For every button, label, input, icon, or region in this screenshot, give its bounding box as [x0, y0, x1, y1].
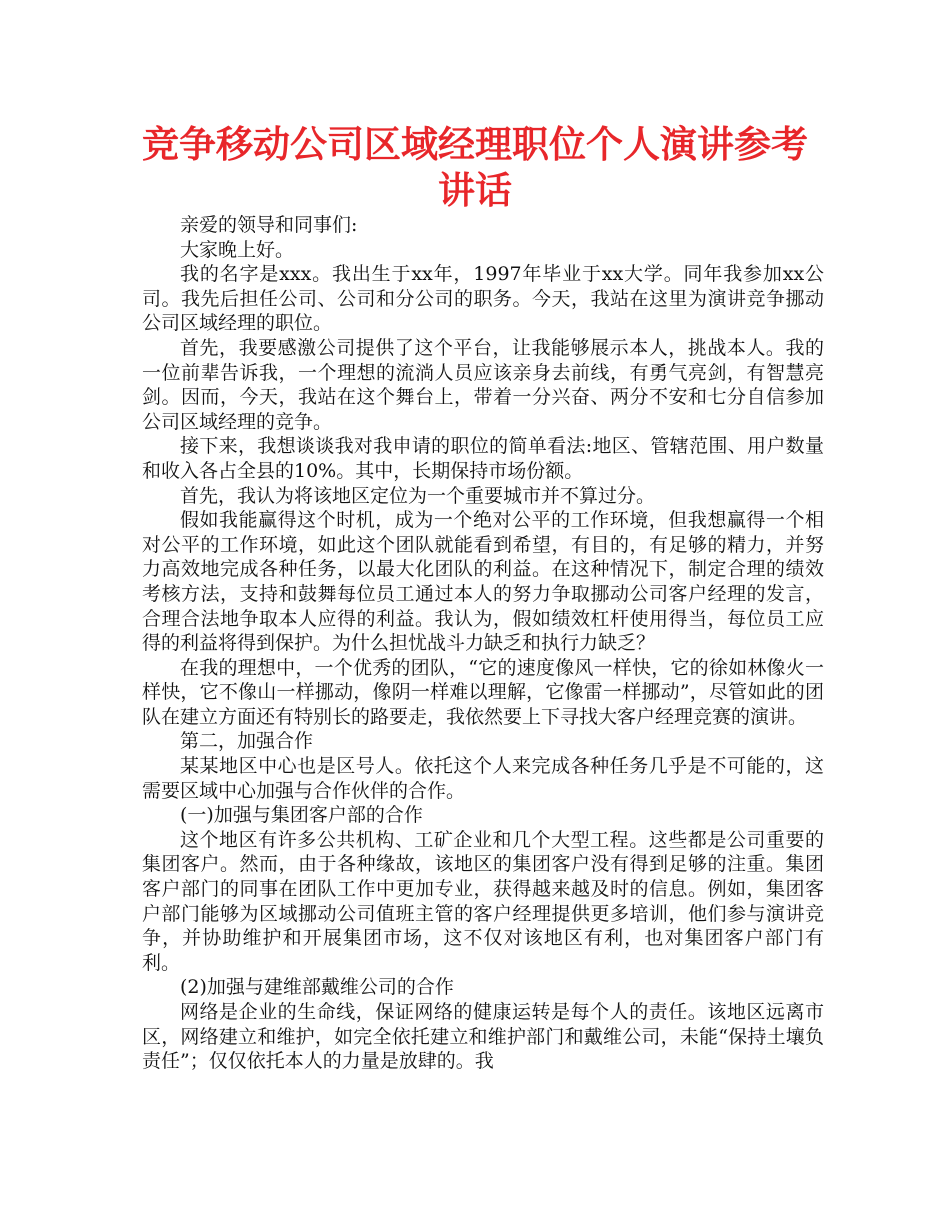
paragraph-evening: 大家晚上好。 [180, 238, 295, 261]
paragraph-positioning: 首先，我认为将该地区定位为一个重要城市并不算过分。 [180, 484, 656, 507]
paragraph-introduction: 我的名字是xxx。我出生于xx年，1997年毕业于xx大学。同年我参加xx公司。我先后担任公司、公司和分公司的职务。今天，我站在这里为演讲竞争挪动公司区域经理的职位。 [142, 263, 824, 335]
paragraph-cooperation: 某某地区中心也是区号人。依托这个人来完成各种任务几乎是不可能的，这需要区域中心加强与合作伙伴的合作。 [142, 755, 824, 802]
paragraph-network: 网络是企业的生命线，保证网络的健康运转是每个人的责任。该地区远离市区，网络建立和维护，如完全依托建立和维护部门和戴维公司，未能“保持土壤负责任”；仅仅依托本人的力量是放肆的。我 [142, 1001, 824, 1073]
paragraph-position-view: 接下来，我想谈谈我对我申请的职位的简单看法:地区、管辖范围、用户数量和收入各占全县的10%。其中，长期保持市场份额。 [142, 435, 824, 482]
paragraph-work-environment: 假如我能赢得这个时机，成为一个绝对公平的工作环境，但我想赢得一个相对公平的工作环境，如此这个团队就能看到希望，有目的，有足够的精力，并努力高效地完成各种任务，以最大化团队的利益。在这种情况下，制定合理的绩效考核方法，支持和鼓舞每位员工通过本人的努力争取挪动公司客户经理的发言，合理合法地争取本人应得的利益。我认为，假如绩效杠杆使用得当，每位员工应得的利益将得到保护。为什么担忧战斗力缺乏和执行力缺乏？ [142, 509, 824, 655]
document-title: 竞争移动公司区域经理职位个人演讲参考讲话 [142, 123, 808, 212]
paragraph-heading-group-customers: (一)加强与集团客户部的合作 [180, 804, 423, 827]
paragraph-greeting: 亲爱的领导和同事们: [180, 214, 358, 236]
paragraph-heading-cooperation: 第二，加强合作 [180, 730, 314, 753]
paragraph-gratitude: 首先，我要感激公司提供了这个平台，让我能够展示本人，挑战本人。我的一位前辈告诉我，一个理想的流淌人员应该亲身去前线，有勇气亮剑，有智慧亮剑。因而，今天，我站在这个舞台上，带着一分兴奋、两分不安和七分自信参加公司区域经理的竞争。 [142, 336, 824, 433]
paragraph-heading-construction: (2)加强与建维部戴维公司的合作 [180, 976, 454, 999]
paragraph-ideal-team: 在我的理想中，一个优秀的团队，“它的速度像风一样快，它的徐如林像火一样快，它不像山一样挪动，像阴一样难以理解，它像雷一样挪动”，尽管如此的团队在建立方面还有特别长的路要走，我依然要上下寻找大客户经理竞赛的演讲。 [142, 656, 824, 728]
document-body [142, 213, 824, 1074]
paragraph-group-customers: 这个地区有许多公共机构、工矿企业和几个大型工程。这些都是公司重要的集团客户。然而，由于各种缘故，该地区的集团客户没有得到足够的注重。集团客户部门的同事在团队工作中更加专业，获得越来越及时的信息。例如，集团客户部门能够为区域挪动公司值班主管的客户经理提供更多培训，他们参与演讲竞争，并协助维护和开展集团市场，这不仅对该地区有利，也对集团客户部门有利。 [142, 828, 824, 974]
